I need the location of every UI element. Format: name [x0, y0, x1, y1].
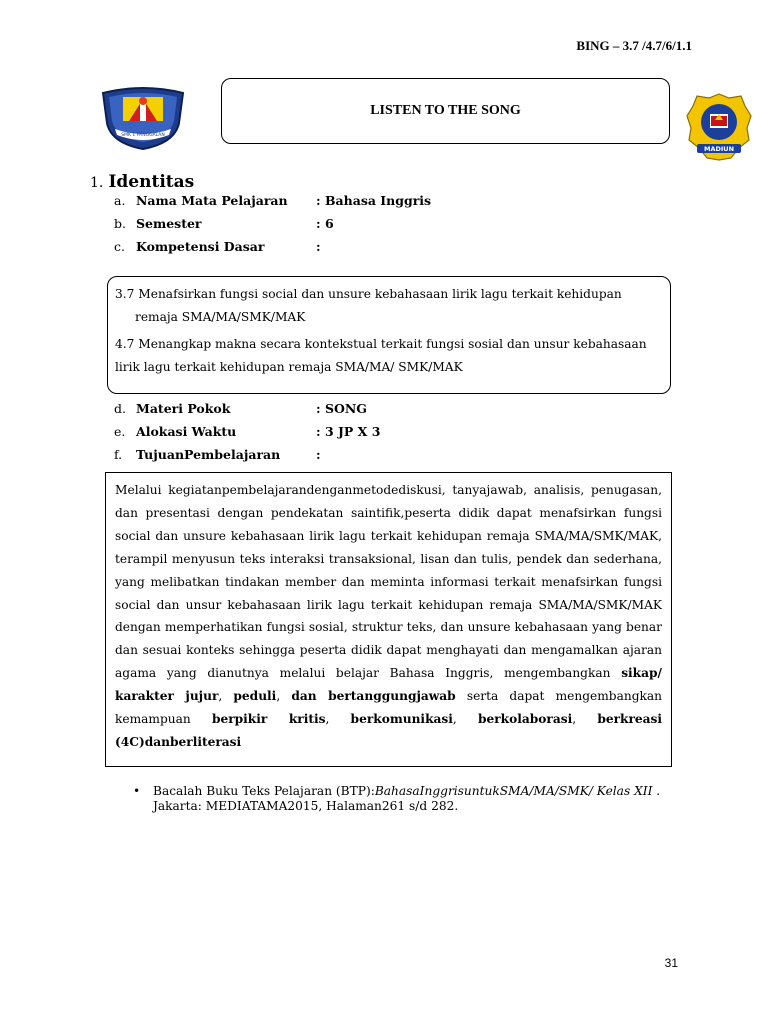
row-label: Semester [136, 216, 202, 231]
row-letter: b. [114, 216, 126, 231]
kd-4-7: 4.7 Menangkap makna secara kontekstual terkait fungsi sosial dan unsur kebahasaan lirik lagu terkait kehidupan remaja SMA/MA/ SMK/MAK [115, 337, 647, 374]
tujuan-pembelajaran-box: Melalui kegiatanpembelajarandenganmetodediskusi, tanyajawab, analisis, penugasan, dan presentasi dengan pendekatan saintifik,peserta didik dapat menafsirkan fungsi social dan unsure kebahasaan lirik lagu terkait kehidupan remaja SMA/MA/SMK/MAK, terampil menyusun teks interaksi transaksional, lisan dan tulis, pendek dan sederhana, yang melibatkan tindakan member dan meminta informasi terkait menafsirkan fungsi social dan unsur kebahasaan lirik lagu terkait kehidupan remaja SMA/MA/SMK/MAK dengan memperhatikan fungsi sosial, struktur teks, dan unsure kebahasaan yang benar dan sesuai konteks sehingga peserta didik dapat menghayati dan mengamalkan ajaran agama yang dianutnya melalui belajar Bahasa Inggris, mengembangkan sikap/ karakter jujur, peduli, dan bertanggungjawab serta dapat mengembangkan kemampuan berpikir kritis, berkomunikasi, berkolaborasi, berkreasi (4C)danberliterasi [105, 472, 672, 767]
row-label: Kompetensi Dasar [136, 239, 265, 254]
section-title: Identitas [108, 172, 195, 192]
row-label: Materi Pokok [136, 401, 231, 416]
reference-text: Bacalah Buku Teks Pelajaran (BTP):BahasaInggrisuntukSMA/MA/SMK/ Kelas XII . Jakarta: MEDIATAMA2015, Halaman261 s/d 282. [153, 784, 661, 813]
document-code: BING – 3.7 /4.7/6/1.1 [576, 38, 692, 53]
bullet-icon: • [133, 784, 141, 798]
row-letter: d. [114, 401, 126, 416]
row-value: : Bahasa Inggris [316, 193, 432, 208]
svg-text:SMK 1 PANGGALAN: SMK 1 PANGGALAN [121, 133, 165, 138]
section-number: 1. [90, 175, 104, 191]
row-value: : [316, 239, 321, 254]
row-letter: c. [114, 239, 125, 254]
section-heading [90, 172, 194, 192]
row-value: : 6 [316, 216, 334, 231]
row-label: Nama Mata Pelajaran [136, 193, 288, 208]
kd-3-7: 3.7 Menafsirkan fungsi social dan unsure kebahasaan lirik lagu terkait kehidupan remaja SMA/MA/SMK/MAK [115, 287, 622, 324]
svg-text:MADIUN: MADIUN [703, 145, 735, 153]
row-letter: f. [114, 447, 123, 462]
row-value: : SONG [316, 401, 367, 416]
row-label: TujuanPembelajaran [136, 447, 281, 462]
page-title: LISTEN TO THE SONG [370, 103, 521, 118]
school-logo-left [95, 85, 191, 151]
row-letter: a. [114, 193, 126, 208]
school-logo-right [685, 92, 753, 162]
page-number: 31 [664, 956, 678, 970]
row-value: : 3 JP X 3 [316, 424, 381, 439]
row-letter: e. [114, 424, 126, 439]
kompetensi-dasar-box [107, 276, 671, 394]
row-label: Alokasi Waktu [136, 424, 237, 439]
row-value: : [316, 447, 321, 462]
title-box [221, 78, 670, 144]
